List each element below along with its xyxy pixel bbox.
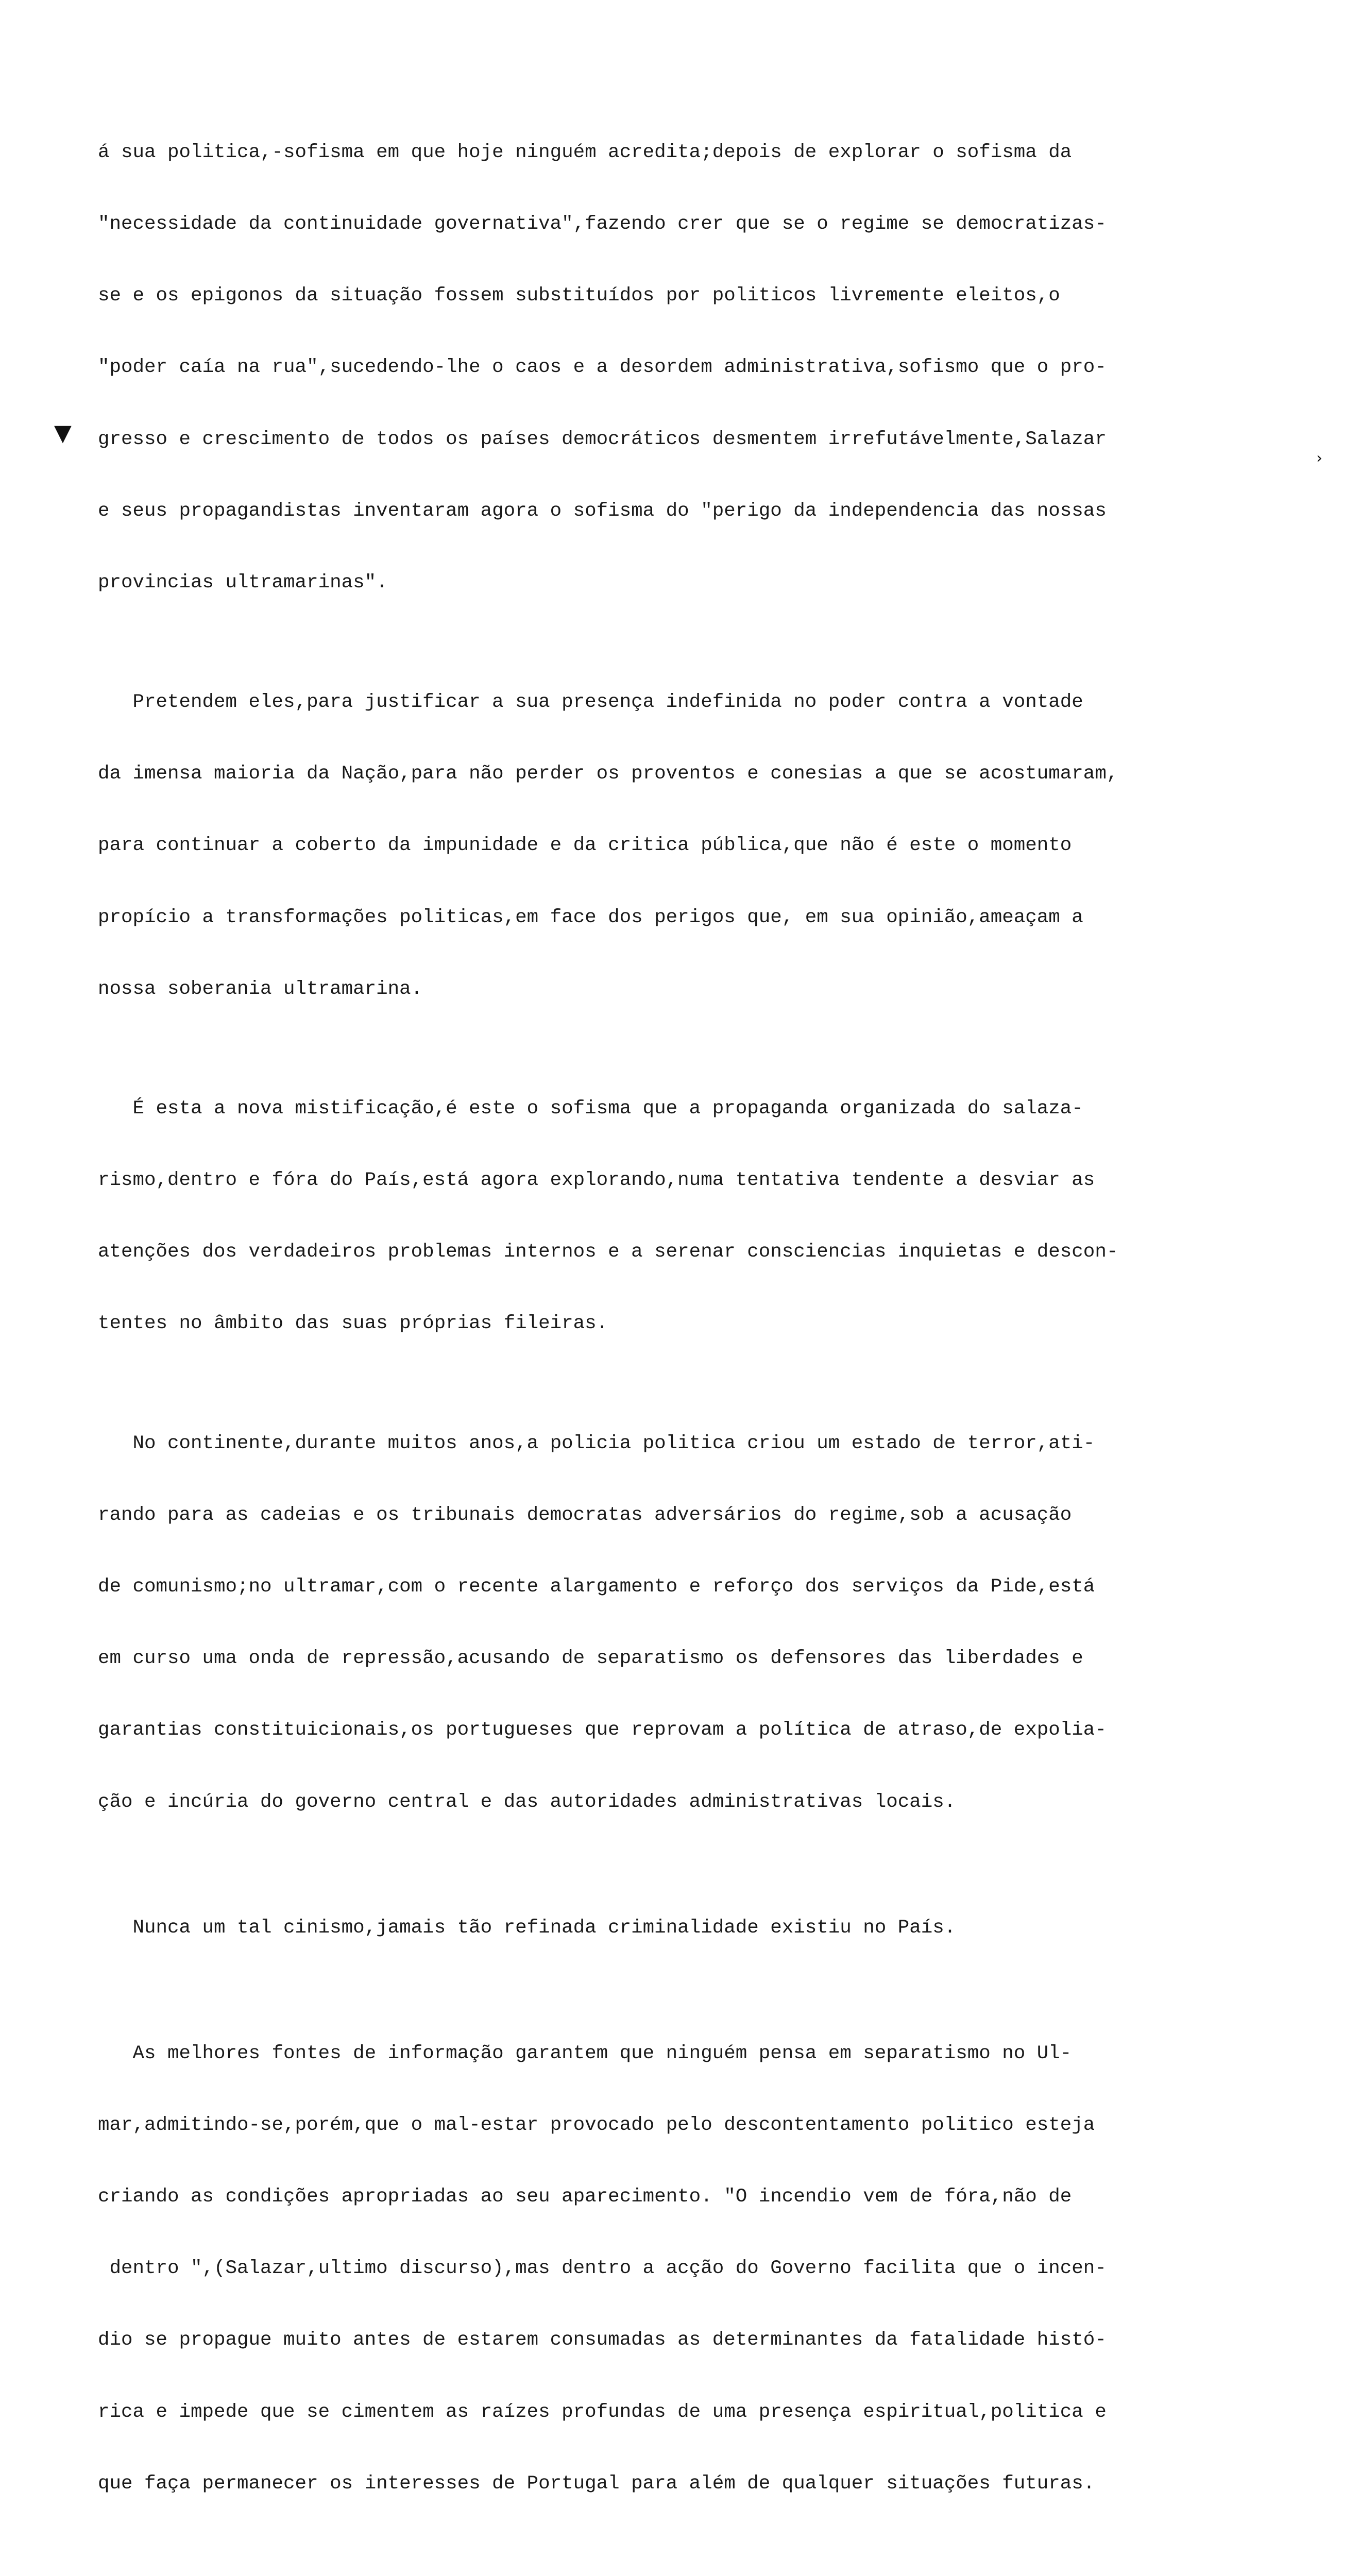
text-line: nossa soberania ultramarina.: [98, 978, 423, 1000]
text-line: rando para as cadeias e os tribunais democratas adversários do regime,sob a acusação: [98, 1504, 1072, 1526]
text-line: em curso uma onda de repressão,acusando de separatismo os defensores das liberdades e: [98, 1648, 1083, 1670]
text-line: tentes no âmbito das suas próprias fileiras.: [98, 1313, 608, 1335]
text-line: de comunismo;no ultramar,com o recente alargamento e reforço dos serviços da Pide,está: [98, 1575, 1095, 1598]
text-line: dio se propague muito antes de estarem consumadas as determinantes da fatalidade histó-: [98, 2329, 1107, 2351]
text-line: se e os epigonos da situação fossem substituídos por politicos livremente eleitos,o: [98, 285, 1060, 307]
text-line: Pretendem eles,para justificar a sua presença indefinida no poder contra a vontade: [98, 691, 1083, 714]
text-line: mar,admitindo-se,porém,que o mal-estar provocado pelo descontentamento politico esteja: [98, 2114, 1095, 2136]
text-line: dentro ",(Salazar,ultimo discurso),mas dentro a acção do Governo facilita que o incen-: [98, 2258, 1107, 2280]
text-line: propício a transformações politicas,em face dos perigos que, em sua opinião,ameaçam a: [98, 906, 1083, 928]
text-line: ção e incúria do governo central e das autoridades administrativas locais.: [98, 1791, 956, 1813]
text-line: rismo,dentro e fóra do País,está agora explorando,numa tentativa tendente a desviar as: [98, 1170, 1095, 1192]
paragraph-2: [98, 642, 1283, 1049]
text-line: rica e impede que se cimentem as raízes profundas de uma presença espiritual,politica e: [98, 2401, 1107, 2423]
text-line: Nunca um tal cinismo,jamais tão refinada criminalidade existiu no País.: [98, 1917, 956, 1939]
text-line: "necessidade da continuidade governativa",fazendo crer que se o regime se democratizas-: [98, 213, 1107, 235]
paragraph-6: [98, 1994, 1283, 2544]
text-line: É esta a nova mistificação,é este o sofisma que a propaganda organizada do salaza-: [98, 1097, 1083, 1120]
paragraph-4: [98, 1384, 1283, 1862]
paragraph-1: [98, 93, 1283, 642]
text-line: e seus propagandistas inventaram agora o sofisma do "perigo da independencia das nossas: [98, 500, 1107, 522]
paragraph-7: [98, 2544, 1283, 2576]
text-line: da imensa maioria da Nação,para não perder os proventos e conesias a que se acostumaram,: [98, 763, 1118, 785]
text-line: As melhores fontes de informação garantem que ninguém pensa em separatismo no Ul-: [98, 2042, 1072, 2064]
margin-tick-mark: ›: [1316, 449, 1322, 467]
margin-bullet-mark: ▼: [54, 420, 72, 446]
text-line: "poder caía na rua",sucedendo-lhe o caos e a desordem administrativa,sofismo que o pro-: [98, 357, 1107, 379]
text-line: gresso e crescimento de todos os países democráticos desmentem irrefutávelmente,Salazar: [98, 428, 1107, 450]
paragraph-5: [98, 1868, 1283, 1988]
text-line: provincias ultramarinas".: [98, 572, 388, 594]
paragraph-3: [98, 1049, 1283, 1384]
text-line: garantias constituicionais,os portugueses que reprovam a política de atraso,de expolia-: [98, 1719, 1107, 1741]
text-line: á sua politica,-sofisma em que hoje ninguém acredita;depois de explorar o sofisma da: [98, 141, 1072, 163]
text-line: para continuar a coberto da impunidade e da critica pública,que não é este o momento: [98, 835, 1072, 857]
text-line: criando as condições apropriadas ao seu aparecimento. "O incendio vem de fóra,não de: [98, 2185, 1072, 2208]
text-line: atenções dos verdadeiros problemas internos e a serenar consciencias inquietas e descon-: [98, 1241, 1118, 1263]
typewritten-text: [98, 93, 1283, 2576]
text-line: que faça permanecer os interesses de Portugal para além de qualquer situações futuras.: [98, 2472, 1095, 2495]
text-line: No continente,durante muitos anos,a policia politica criou um estado de terror,ati-: [98, 1432, 1095, 1454]
